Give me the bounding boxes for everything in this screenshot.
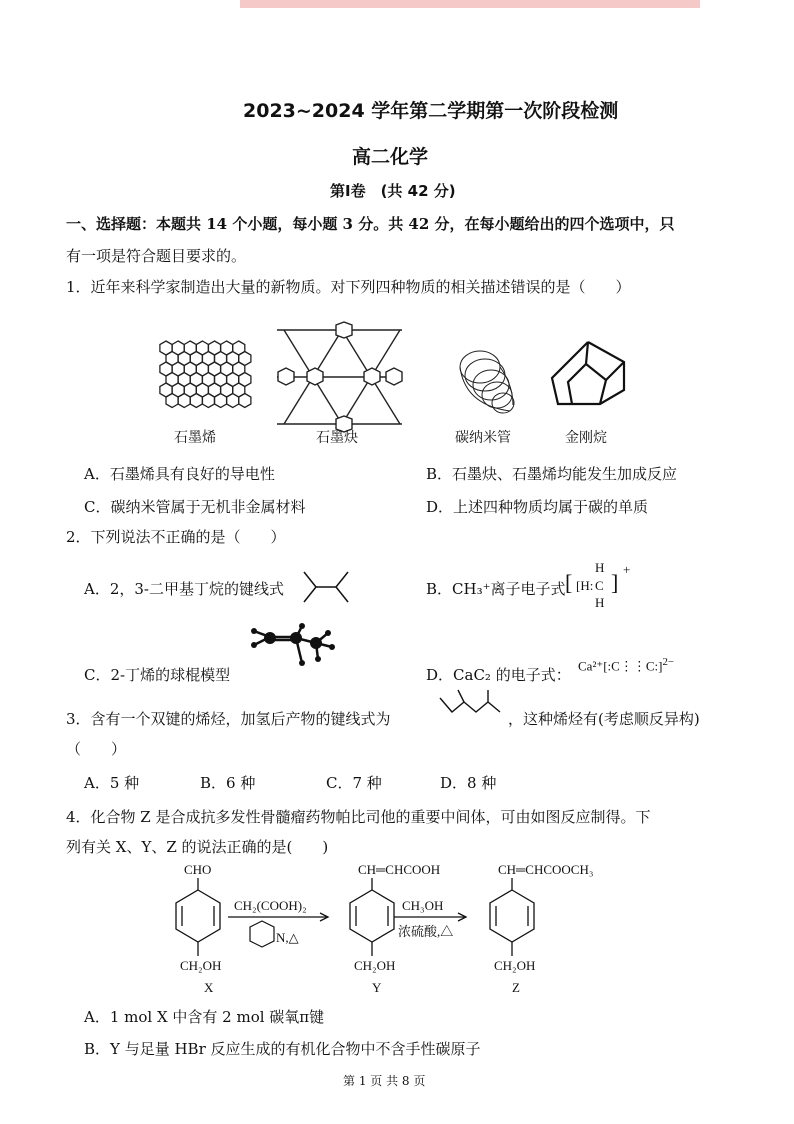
y-benzene-ring bbox=[342, 878, 402, 958]
q3-option-b: B．6 种 bbox=[200, 774, 256, 792]
z-compound-label: Z bbox=[512, 980, 520, 995]
adamantane-figure bbox=[548, 340, 628, 410]
graphyne-figure bbox=[272, 322, 407, 432]
q2-option-d: D．CaC₂ 的电子式： bbox=[426, 666, 571, 684]
exam-title: 2023~2024 学年第二学期第一次阶段检测 bbox=[243, 100, 619, 122]
condition-pyridine-heat: N,△ bbox=[276, 930, 299, 945]
z-ester-label: CH═CHCOOCH₃ bbox=[498, 862, 594, 877]
q4-stem-line2: 列有关 X、Y、Z 的说法正确的是( ) bbox=[66, 838, 329, 856]
graphene-hexagon bbox=[215, 394, 227, 408]
y-ch2oh-label: CH₂OH bbox=[354, 958, 396, 973]
cac2-electron-formula: Ca²⁺[:C⋮⋮C:]$^{2-}$ bbox=[578, 656, 674, 674]
z-ch2oh-label: CH₂OH bbox=[494, 958, 536, 973]
y-acid-label: CH═CHCOOH bbox=[358, 862, 441, 877]
caption-adamantane: 金刚烷 bbox=[565, 430, 607, 446]
top-edge-mark bbox=[240, 0, 700, 8]
q1-option-d: D．上述四种物质均属于碳的单质 bbox=[426, 498, 649, 516]
reagent-malonic-acid: CH₂(COOH)₂ bbox=[234, 898, 307, 913]
q1-option-a: A．石墨烯具有良好的导电性 bbox=[84, 465, 275, 483]
graphene-hexagon bbox=[178, 394, 190, 408]
q3-stem-part1: 3．含有一个双键的烯烃，加氢后产物的键线式为 bbox=[66, 710, 391, 728]
subject-title: 高二化学 bbox=[352, 146, 429, 168]
q1-stem: 1．近年来科学家制造出大量的新物质。对下列四种物质的相关描述错误的是（ ） bbox=[66, 278, 631, 296]
condition-sulfuric-acid: 浓硫酸,△ bbox=[398, 924, 454, 939]
x-cho-label: CHO bbox=[184, 862, 212, 877]
q3-option-d: D．8 种 bbox=[440, 774, 497, 792]
reagent-methanol: CH₃OH bbox=[402, 898, 444, 913]
graphene-hexagon bbox=[190, 394, 202, 408]
x-ch2oh-label: CH₂OH bbox=[180, 958, 222, 973]
q2-option-b: B．CH₃⁺离子电子式 bbox=[426, 580, 566, 598]
q3-skeletal-formula bbox=[438, 694, 504, 724]
y-compound-label: Y bbox=[372, 980, 382, 995]
graphene-hexagon bbox=[166, 394, 178, 408]
caption-nanotube: 碳纳米管 bbox=[455, 430, 511, 446]
q3-option-a: A．5 种 bbox=[84, 774, 140, 792]
graphene-hexagon bbox=[202, 394, 214, 408]
dimethylbutane-skeletal bbox=[302, 570, 352, 604]
butene-ball-stick-model bbox=[246, 621, 346, 671]
caption-graphyne: 石墨炔 bbox=[316, 430, 358, 446]
x-compound-label: X bbox=[204, 980, 214, 995]
instruction-line-2: 有一项是符合题目要求的。 bbox=[66, 247, 247, 265]
q2-option-c: C．2-丁烯的球棍模型 bbox=[84, 666, 231, 684]
x-benzene-ring bbox=[168, 878, 228, 958]
graphene-hexagon bbox=[239, 394, 251, 408]
q2-option-a: A．2，3-二甲基丁烷的键线式 bbox=[84, 580, 284, 598]
q2-stem: 2．下列说法不正确的是（ ） bbox=[66, 528, 286, 546]
z-benzene-ring bbox=[482, 878, 542, 958]
q4-option-b: B．Y 与足量 HBr 反应生成的有机化合物中不含手性碳原子 bbox=[84, 1040, 481, 1058]
instruction-line-1: 一、选择题：本题共 14 个小题，每小题 3 分。共 42 分，在每小题给出的四个选项中，只 bbox=[66, 215, 675, 233]
graphene-figure bbox=[158, 340, 268, 425]
section-title: 第Ⅰ卷 (共 42 分) bbox=[330, 182, 456, 200]
q3-stem-part2: ，这种烯烃有(考虑顺反异构) bbox=[508, 710, 700, 728]
q4-stem-line1: 4．化合物 Z 是合成抗多发性骨髓瘤药物帕比司他的重要中间体，可由如图反应制得。下 bbox=[66, 808, 651, 826]
q3-answer-paren: （ ） bbox=[66, 740, 127, 758]
nanotube-figure bbox=[455, 345, 525, 425]
q1-option-c: C．碳纳米管属于无机非金属材料 bbox=[84, 498, 306, 516]
q1-option-b: B．石墨炔、石墨烯均能发生加成反应 bbox=[426, 465, 678, 483]
q4-option-a: A．1 mol X 中含有 2 mol 碳氧π键 bbox=[84, 1008, 325, 1026]
caption-graphene: 石墨烯 bbox=[174, 430, 216, 446]
ch3-electron-formula: [ H [H: C H ] + bbox=[565, 560, 631, 610]
q3-option-c: C．7 种 bbox=[326, 774, 382, 792]
graphene-hexagon bbox=[227, 394, 239, 408]
page-footer: 第 1 页 共 8 页 bbox=[343, 1074, 426, 1088]
